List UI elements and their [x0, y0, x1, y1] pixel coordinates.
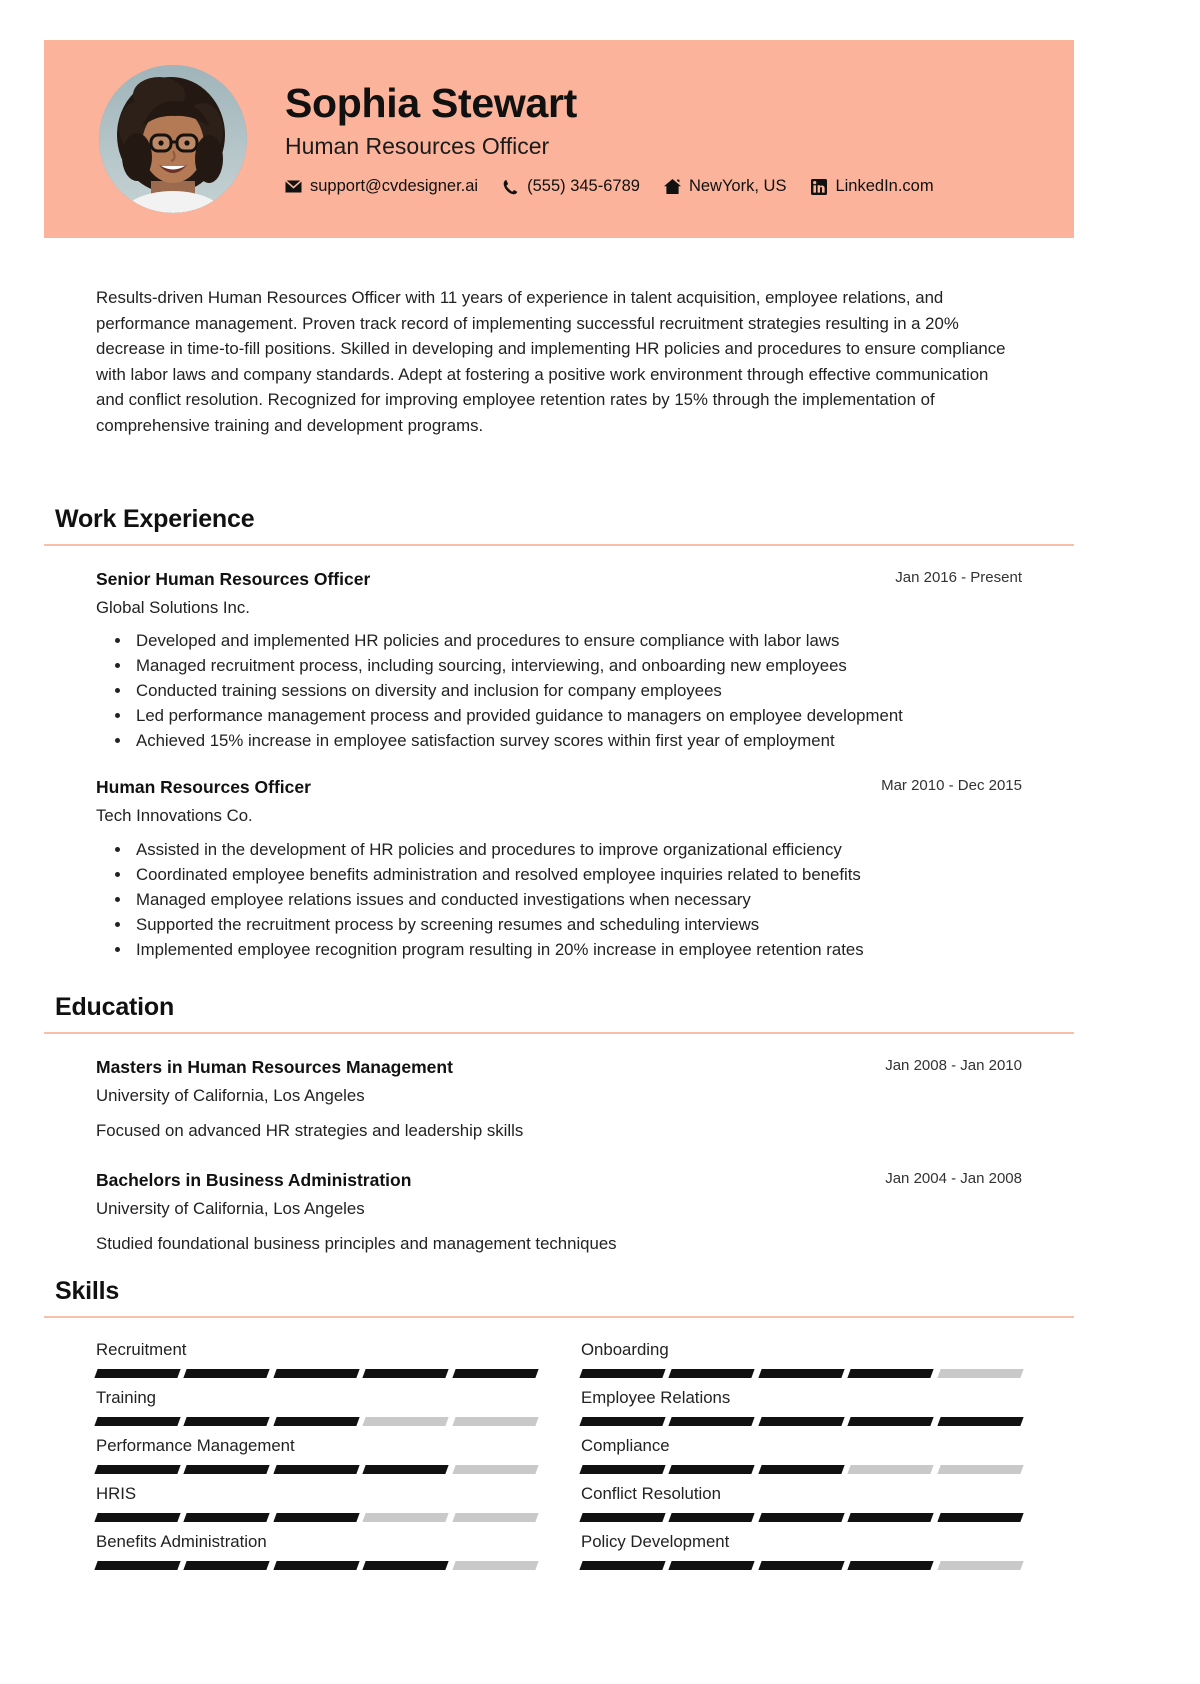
skill-level-segment	[669, 1513, 756, 1522]
list-item: • Led performance management process and provided guidance to managers on employee development	[132, 703, 1022, 728]
education-degree: Masters in Human Resources Management	[96, 1057, 453, 1077]
contact-location[interactable]	[664, 177, 787, 196]
contact-phone-text: (555) 345-6789	[527, 177, 640, 196]
skill-level-segment	[848, 1561, 935, 1570]
contact-linkedin-text: LinkedIn.com	[835, 177, 934, 196]
skill-level-segment	[452, 1465, 539, 1474]
work-entry-bullets	[96, 628, 1022, 753]
skill-level-segment	[758, 1561, 845, 1570]
skill-level-bar	[96, 1465, 537, 1474]
skill-item	[96, 1378, 537, 1426]
work-entry-date: Jan 2016 - Present	[895, 569, 1022, 586]
skill-level-segment	[363, 1369, 450, 1378]
list-item: • Coordinated employee benefits administration and resolved employee inquiries related to benefits	[132, 862, 1022, 887]
work-entry-head	[96, 568, 1022, 592]
skill-level-segment	[669, 1561, 756, 1570]
skill-level-segment	[669, 1417, 756, 1426]
skill-level-segment	[848, 1465, 935, 1474]
list-item: • Conducted training sessions on diversity and inclusion for company employees	[132, 678, 1022, 703]
education-entry	[96, 1169, 1022, 1256]
list-item: • Developed and implemented HR policies and procedures to ensure compliance with labor laws	[132, 628, 1022, 653]
education-school: University of California, Los Angeles	[96, 1085, 365, 1105]
skill-level-segment	[937, 1561, 1024, 1570]
skill-level-segment	[273, 1369, 360, 1378]
skill-level-segment	[184, 1561, 271, 1570]
avatar-photo	[99, 65, 247, 213]
skill-level-bar	[96, 1417, 537, 1426]
skill-level-segment	[579, 1465, 666, 1474]
skill-level-bar	[581, 1465, 1022, 1474]
skill-item	[96, 1426, 537, 1474]
skill-level-segment	[758, 1369, 845, 1378]
skill-level-segment	[94, 1465, 181, 1474]
person-name: Sophia Stewart	[285, 79, 577, 126]
skill-level-bar	[96, 1561, 537, 1570]
skill-level-segment	[184, 1417, 271, 1426]
skill-level-segment	[758, 1513, 845, 1522]
skill-level-bar	[96, 1369, 537, 1378]
skill-item	[96, 1330, 537, 1378]
skill-level-segment	[273, 1465, 360, 1474]
skill-level-segment	[937, 1513, 1024, 1522]
skills-grid	[96, 1318, 1022, 1570]
envelope-icon	[285, 178, 302, 195]
section-work-experience	[44, 505, 1074, 962]
skill-level-segment	[669, 1369, 756, 1378]
person-job-title: Human Resources Officer	[285, 133, 550, 160]
skill-level-segment	[273, 1561, 360, 1570]
skill-level-segment	[452, 1369, 539, 1378]
skill-level-segment	[94, 1561, 181, 1570]
skills-body	[44, 1318, 1074, 1570]
skill-level-segment	[452, 1417, 539, 1426]
skill-item	[96, 1522, 537, 1570]
list-item: • Supported the recruitment process by screening resumes and scheduling interviews	[132, 912, 1022, 937]
education-entry-head	[96, 1169, 1022, 1193]
education-description: Focused on advanced HR strategies and leadership skills	[96, 1121, 524, 1141]
skill-level-segment	[579, 1369, 666, 1378]
list-item: • Managed employee relations issues and conducted investigations when necessary	[132, 887, 1022, 912]
contact-location-text: NewYork, US	[688, 177, 787, 196]
skill-level-segment	[452, 1561, 539, 1570]
skill-label: Conflict Resolution	[581, 1484, 721, 1503]
skill-label: HRIS	[96, 1484, 137, 1503]
skill-level-segment	[579, 1513, 666, 1522]
skill-label: Benefits Administration	[96, 1532, 267, 1551]
education-entries	[44, 1034, 1074, 1256]
skill-level-segment	[363, 1465, 450, 1474]
skill-level-segment	[184, 1513, 271, 1522]
section-title-work-experience: Work Experience	[55, 505, 255, 533]
skill-level-segment	[579, 1561, 666, 1570]
skill-level-bar	[581, 1369, 1022, 1378]
education-date: Jan 2008 - Jan 2010	[885, 1057, 1022, 1074]
skill-label: Training	[96, 1388, 157, 1407]
skill-item	[581, 1426, 1022, 1474]
work-experience-entries	[44, 546, 1074, 962]
skill-level-bar	[581, 1417, 1022, 1426]
education-date: Jan 2004 - Jan 2008	[885, 1169, 1022, 1187]
header-text-block	[285, 79, 1074, 196]
work-entry-role: Human Resources Officer	[96, 777, 311, 798]
resume-header	[44, 40, 1074, 238]
linkedin-icon	[810, 178, 827, 195]
skill-item	[96, 1474, 537, 1522]
skill-item	[581, 1330, 1022, 1378]
skill-level-segment	[94, 1513, 181, 1522]
skill-item	[581, 1474, 1022, 1522]
skill-level-segment	[363, 1561, 450, 1570]
skill-level-segment	[848, 1417, 935, 1426]
work-entry-role: Senior Human Resources Officer	[96, 569, 371, 589]
skill-level-segment	[184, 1369, 271, 1378]
skill-label: Policy Development	[581, 1532, 730, 1551]
skill-level-segment	[363, 1417, 450, 1426]
skill-level-segment	[363, 1513, 450, 1522]
contact-email[interactable]	[285, 177, 478, 196]
contact-phone[interactable]	[502, 177, 640, 196]
home-icon	[664, 178, 681, 195]
work-entry	[96, 568, 1022, 753]
contact-linkedin[interactable]	[810, 177, 933, 196]
section-title-education: Education	[55, 993, 175, 1021]
skill-item	[581, 1378, 1022, 1426]
skill-level-segment	[94, 1369, 181, 1378]
skill-level-segment	[848, 1369, 935, 1378]
education-entry	[96, 1056, 1022, 1143]
skill-label: Compliance	[581, 1436, 670, 1455]
list-item: • Managed recruitment process, including sourcing, interviewing, and onboarding new employees	[132, 653, 1022, 678]
skill-level-bar	[581, 1513, 1022, 1522]
skill-level-segment	[937, 1369, 1024, 1378]
section-education	[44, 993, 1074, 1256]
work-entry	[96, 776, 1022, 961]
skill-level-segment	[758, 1417, 845, 1426]
avatar	[99, 65, 247, 213]
skill-level-segment	[273, 1417, 360, 1426]
skill-level-segment	[184, 1465, 271, 1474]
skill-label: Recruitment	[96, 1340, 187, 1359]
list-item: • Achieved 15% increase in employee satisfaction survey scores within first year of employment	[132, 728, 1022, 753]
skill-level-segment	[94, 1417, 181, 1426]
education-degree: Bachelors in Business Administration	[96, 1169, 412, 1190]
list-item: • Implemented employee recognition program resulting in 20% increase in employee retention rates	[132, 937, 1022, 962]
education-entry-head	[96, 1056, 1022, 1080]
list-item: • Assisted in the development of HR policies and procedures to improve organizational efficiency	[132, 837, 1022, 862]
work-entry-date: Mar 2010 - Dec 2015	[881, 777, 1022, 795]
skill-level-segment	[273, 1513, 360, 1522]
skill-level-segment	[937, 1417, 1024, 1426]
professional-summary: Results-driven Human Resources Officer with 11 years of experience in talent acquisition, employee relations, and performance management. Proven track record of implementing successful recruitment strategies resulting in a 20% decrease in time-to-fill positions. Skilled in developing and implementing HR policies and procedures to ensure compliance with labor laws and company standards. Adept at fostering a positive work environment through effective communication and conflict resolution. Recognized for improving employee retention rates by 15% through the implementation of comprehensive training and development programs.	[96, 288, 1006, 435]
skill-level-segment	[452, 1513, 539, 1522]
skill-level-bar	[96, 1513, 537, 1522]
work-entry-company: Global Solutions Inc.	[96, 597, 250, 617]
contact-list	[285, 177, 1034, 196]
phone-icon	[502, 178, 519, 195]
skill-label: Performance Management	[96, 1436, 295, 1455]
skill-level-segment	[669, 1465, 756, 1474]
contact-email-text: support@cvdesigner.ai	[310, 177, 479, 196]
skill-item	[581, 1522, 1022, 1570]
section-title-skills: Skills	[55, 1277, 120, 1305]
section-skills	[44, 1277, 1074, 1570]
work-entry-bullets	[96, 837, 1022, 962]
work-entry-company: Tech Innovations Co.	[96, 805, 253, 825]
skill-label: Onboarding	[581, 1340, 669, 1359]
skill-label: Employee Relations	[581, 1388, 731, 1407]
skill-level-segment	[758, 1465, 845, 1474]
education-description: Studied foundational business principles and management techniques	[96, 1234, 617, 1254]
work-entry-head	[96, 776, 1022, 800]
skill-level-segment	[937, 1465, 1024, 1474]
skill-level-bar	[581, 1561, 1022, 1570]
skill-level-segment	[579, 1417, 666, 1426]
education-school: University of California, Los Angeles	[96, 1198, 365, 1218]
skill-level-segment	[848, 1513, 935, 1522]
